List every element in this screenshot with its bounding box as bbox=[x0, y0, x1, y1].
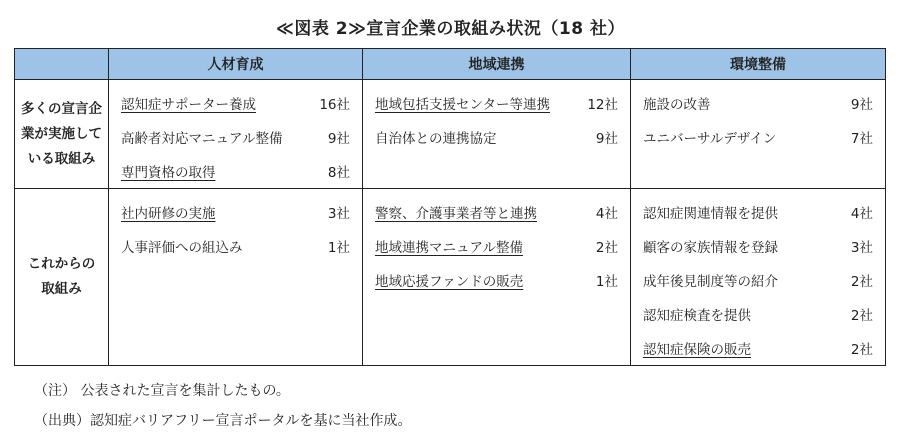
footnotes bbox=[34, 376, 411, 436]
item-name: 専門資格の取得 bbox=[121, 165, 216, 181]
item-name: 地域連携マニュアル整備 bbox=[375, 240, 523, 256]
item-name: 人事評価への組込み bbox=[121, 240, 243, 256]
list-item bbox=[121, 195, 350, 229]
initiatives-table bbox=[14, 48, 886, 366]
item-count: 3社 bbox=[850, 240, 873, 256]
list-item bbox=[643, 297, 873, 331]
item-count: 2社 bbox=[850, 274, 873, 290]
header-human-resources: 人材育成 bbox=[109, 49, 363, 80]
list-item bbox=[121, 229, 350, 263]
item-name: 認知症関連情報を提供 bbox=[643, 206, 778, 222]
header-blank-cell bbox=[15, 49, 109, 80]
note-line: （注） 公表された宣言を集計したもの。 bbox=[34, 383, 290, 399]
item-count: 16社 bbox=[319, 97, 350, 113]
row-label-line: 業が実施して bbox=[21, 125, 102, 142]
table-cell bbox=[109, 80, 363, 189]
item-count: 9社 bbox=[595, 131, 618, 147]
figure-title: ≪図表 2≫宣言企業の取組み状況（18 社） bbox=[276, 19, 625, 39]
table-cell bbox=[631, 80, 886, 189]
item-name: 警察、介護事業者等と連携 bbox=[375, 206, 537, 222]
item-name: 成年後見制度等の紹介 bbox=[643, 274, 778, 290]
table-row bbox=[15, 80, 886, 189]
item-count: 12社 bbox=[587, 97, 618, 113]
table-header-row bbox=[15, 49, 886, 80]
table-row bbox=[15, 189, 886, 366]
row-label-common-initiatives bbox=[15, 80, 109, 189]
item-name: 施設の改善 bbox=[643, 97, 711, 113]
list-item bbox=[643, 331, 873, 365]
list-item bbox=[375, 229, 618, 263]
row-label-line: これからの bbox=[27, 256, 96, 272]
list-item bbox=[121, 86, 350, 120]
table-cell bbox=[363, 80, 631, 189]
list-item bbox=[375, 86, 618, 120]
item-name: 高齢者対応マニュアル整備 bbox=[121, 131, 283, 147]
item-count: 2社 bbox=[850, 308, 873, 324]
item-count: 9社 bbox=[327, 131, 350, 147]
list-item bbox=[121, 120, 350, 154]
item-name: 地域包括支援センター等連携 bbox=[375, 97, 550, 113]
row-label-future-initiatives bbox=[15, 189, 109, 366]
table-cell bbox=[363, 189, 631, 366]
item-name: ユニバーサルデザイン bbox=[643, 131, 777, 147]
list-item bbox=[643, 195, 873, 229]
list-item bbox=[643, 229, 873, 263]
source-line: （出典）認知症バリアフリー宣言ポータルを基に当社作成。 bbox=[34, 413, 412, 429]
item-count: 9社 bbox=[850, 97, 873, 113]
item-count: 4社 bbox=[850, 206, 873, 222]
item-count: 1社 bbox=[595, 274, 618, 290]
item-name: 顧客の家族情報を登録 bbox=[643, 240, 778, 256]
list-item bbox=[643, 120, 873, 154]
table-cell bbox=[109, 189, 363, 366]
item-name: 認知症サポーター養成 bbox=[121, 97, 256, 113]
item-name: 認知症保険の販売 bbox=[643, 342, 751, 358]
item-name: 認知症検査を提供 bbox=[643, 308, 751, 324]
item-count: 8社 bbox=[327, 165, 350, 181]
item-count: 2社 bbox=[595, 240, 618, 256]
item-count: 2社 bbox=[850, 342, 873, 358]
list-item bbox=[643, 86, 873, 120]
list-item bbox=[643, 263, 873, 297]
item-name: 地域応援ファンドの販売 bbox=[375, 274, 524, 290]
row-label-line: いる取組み bbox=[27, 150, 96, 167]
item-count: 1社 bbox=[327, 240, 350, 256]
header-regional-cooperation: 地域連携 bbox=[363, 49, 631, 80]
list-item bbox=[121, 154, 350, 188]
item-count: 4社 bbox=[595, 206, 618, 222]
row-label-line: 取組み bbox=[41, 281, 82, 297]
header-environment: 環境整備 bbox=[631, 49, 886, 80]
list-item bbox=[375, 120, 618, 154]
item-count: 7社 bbox=[850, 131, 873, 147]
item-count: 3社 bbox=[327, 206, 350, 222]
list-item bbox=[375, 195, 618, 229]
list-item bbox=[375, 263, 618, 297]
item-name: 社内研修の実施 bbox=[121, 206, 216, 222]
item-name: 自治体との連携協定 bbox=[375, 131, 497, 147]
row-label-line: 多くの宣言企 bbox=[21, 100, 102, 117]
table-cell bbox=[631, 189, 886, 366]
